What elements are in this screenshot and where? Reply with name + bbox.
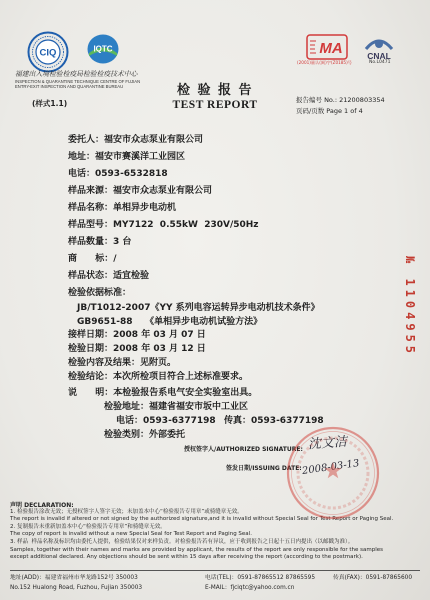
declaration-line: 2. 复制报告未重新加盖本中心“检验报告专用章”和骑缝章无效。	[10, 524, 166, 530]
footer-telephone: 电话(TEL)：0591-87865512 87865595	[205, 575, 316, 581]
notes-fax	[224, 417, 324, 426]
field-label: 检验日期：	[68, 344, 114, 354]
footer-address-cn: 地址(ADD)：福建省福州市华龙路152号 350003	[10, 575, 138, 581]
standards-label: 检验依据标准：	[68, 288, 132, 298]
footer-address-en: No.152 Hualong Road, Fuzhou, Fujian 350003	[10, 585, 143, 591]
ciq-logo	[27, 31, 69, 73]
field-value: 0593-6377198	[251, 416, 324, 426]
field-label: 样品型号：	[68, 220, 114, 230]
field-value: MY7122 0.55kW 230V/50Hz	[113, 220, 259, 230]
field-telephone	[68, 170, 168, 179]
field-sample-quantity	[68, 238, 131, 247]
field-label: 电话：	[116, 416, 144, 426]
authorized-signature-label: 授权签字人/AUTHORIZED SIGNATURE:	[184, 446, 303, 453]
standard-item: JB/T1012-2007《YY 系列电容运转异步电动机技术条件》	[77, 303, 320, 313]
standard-item: GB9651-88 《单相异步电动机试验方法》	[77, 317, 263, 327]
report-number-label: 报告编号 No.:	[296, 96, 340, 104]
footer-fax: 传真(FAX)：0591-87865600	[333, 575, 413, 581]
cnal-logo	[360, 33, 398, 61]
field-value: 见附页。	[140, 358, 177, 368]
handwritten-signature: 沈文洁	[307, 434, 348, 453]
ciq-logo-text: CIQ	[39, 47, 57, 59]
cnal-caption: No.L0471	[369, 60, 391, 65]
ma-logo	[306, 34, 348, 60]
field-test-date	[68, 345, 206, 354]
field-label: 样品状态：	[68, 271, 114, 281]
field-value: 0593-6377198	[143, 416, 216, 426]
iqtc-logo	[86, 33, 120, 65]
report-number-value: 21200803354	[339, 96, 385, 104]
field-label: 检验类别：	[104, 430, 150, 440]
field-label: 传真：	[224, 416, 252, 426]
field-sample-source	[68, 187, 212, 196]
declaration-title: 声明 DECLARATION:	[10, 502, 74, 509]
report-title-cn: 检 验 报 告	[176, 83, 254, 98]
cnal-logo-text: CNAL	[367, 51, 391, 61]
field-value: 外部委托	[149, 430, 186, 440]
field-label: 检验地址：	[104, 402, 150, 412]
field-label: 电话：	[68, 169, 96, 179]
issuing-date-label: 签发日期/ISSUING DATE:	[226, 465, 302, 472]
notes-test-category	[104, 431, 185, 440]
handwritten-issuing-date: 2008-03-13	[301, 458, 361, 477]
field-label: 商 标：	[68, 254, 114, 264]
declaration-line: except additional declared. Any objections should be sent within 15 days after receiving the report (according to the postmark).	[10, 554, 363, 560]
field-sample-name	[68, 204, 176, 213]
field-value: 2008 年 03 月 12 日	[113, 344, 206, 354]
field-value: 福建省福安市坂中工业区	[149, 402, 249, 412]
field-value: 福安市众志泵业有限公司	[104, 135, 204, 145]
field-value: 福安市赛溪洋工业园区	[95, 152, 186, 162]
field-value: 福安市众志泵业有限公司	[113, 186, 213, 196]
iqtc-logo-text: IQTC	[93, 44, 113, 54]
field-label: 检验内容及结果：	[68, 358, 141, 368]
declaration-line: 3. 样品 样品名称及标识均由委托人提供，检验结果仅对来样负责。对检验报告若有异议，应于收到报告之日起十五日内提出（以邮戳为准）。	[10, 539, 354, 545]
field-receipt-date	[68, 331, 206, 340]
declaration-line: The copy of report is invalid without a new Special Seal for Test Report and Paging Seal.	[10, 531, 252, 537]
field-label: 地址：	[68, 152, 96, 162]
field-label: 样品数量：	[68, 237, 114, 247]
declaration-line: The report is invalid if altered or not signed by the authorized signature,and it is invalid without Special Seal for Test Report or Paging Seal.	[10, 516, 394, 522]
field-value: 适宜检验	[113, 271, 150, 281]
footer-divider	[10, 570, 420, 571]
declaration-line: 1. 检验报告涂改无效；无授权签字人签字无效；未加盖本中心“检验报告专用章”或骑缝章无效。	[10, 509, 243, 515]
field-value: /	[113, 254, 117, 264]
form-style: (样式1.1)	[32, 99, 68, 108]
report-title-en: TEST REPORT	[172, 99, 258, 111]
org-name-en-2: ENTRY-EXIT INSPECTION AND QUARANTINE BUREAU	[15, 84, 124, 89]
field-conclusion	[68, 373, 248, 382]
notes-label: 说 明：	[68, 388, 114, 398]
field-label: 样品来源：	[68, 186, 114, 196]
ma-logo-text: MA	[319, 40, 343, 57]
field-client	[68, 136, 203, 145]
field-value: 0593-6532818	[95, 169, 168, 179]
report-number	[296, 97, 385, 104]
field-label: 样品名称：	[68, 203, 114, 213]
page-info: 页码/页数 Page 1 of 4	[296, 107, 363, 115]
field-test-results	[68, 359, 176, 368]
notes-telephone	[116, 417, 216, 426]
field-value: 本次所检项目符合上述标准要求。	[113, 372, 249, 382]
org-name-cn: 福建出入境检验检疫局检验检疫技术中心	[15, 70, 138, 78]
field-label: 接样日期：	[68, 330, 114, 340]
field-sample-status	[68, 272, 149, 281]
ma-caption: (2001)量认(闽)字(Z0185)号	[297, 60, 352, 65]
notes-test-address	[104, 403, 248, 412]
notes-issuer	[68, 389, 257, 398]
field-label: 检验结论：	[68, 372, 114, 382]
field-value: 单相异步电动机	[113, 203, 177, 213]
declaration-line: Samples, together with their names and marks are provided by applicant, the results of the report are only responsible for the samples	[10, 547, 384, 553]
org-name-en-1: INSPECTION & QUARANTINE TECHNIQUE CENTRE OF FUJIAN	[15, 79, 141, 84]
field-value: 2008 年 03 月 07 日	[113, 330, 206, 340]
field-label: 委托人：	[68, 135, 105, 145]
serial-number: № 1104955	[403, 256, 417, 358]
footer-email: E-MAIL：fjciqtc@yahoo.com.cn	[205, 585, 295, 591]
field-address	[68, 153, 185, 162]
notes-issuer-text: 本检验报告系电气安全实验室出具。	[113, 388, 258, 398]
field-trademark	[68, 255, 117, 264]
field-sample-model	[68, 221, 259, 230]
field-value: 3 台	[113, 237, 132, 247]
